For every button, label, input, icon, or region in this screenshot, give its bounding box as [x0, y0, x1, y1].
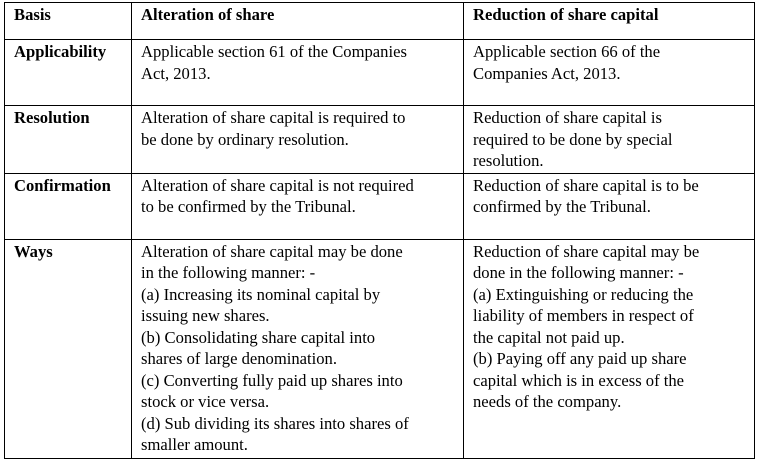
cell-line: done in the following manner: -	[473, 263, 684, 282]
reduction-cell	[464, 106, 755, 174]
cell-line: Reduction of share capital may be	[473, 241, 700, 261]
cell-line: (c) Converting fully paid up shares into	[141, 370, 403, 390]
cell-line: stock or vice versa.	[141, 392, 270, 411]
header-reduction: Reduction of share capital	[464, 3, 755, 40]
basis-cell: Resolution	[5, 106, 132, 174]
cell-line: needs of the company.	[473, 392, 622, 411]
header-row	[5, 3, 755, 40]
basis-cell: Applicability	[5, 40, 132, 106]
cell-line: liability of members in respect of	[473, 306, 694, 325]
cell-line: Act, 2013.	[141, 63, 211, 83]
cell-line: confirmed by the Tribunal.	[473, 197, 651, 216]
cell-line: Alteration of share capital may be done	[141, 241, 403, 261]
cell-line: issuing new shares.	[141, 306, 270, 325]
cell-line: in the following manner: -	[141, 263, 316, 282]
table-row	[5, 106, 755, 174]
cell-line: resolution.	[473, 151, 544, 170]
cell-line: Companies Act, 2013.	[473, 63, 621, 83]
alteration-cell	[132, 106, 464, 174]
cell-line: Applicable section 66 of the	[473, 42, 661, 61]
cell-line: capital which is in excess of the	[473, 370, 685, 390]
cell-line: (a) Increasing its nominal capital by	[141, 284, 381, 304]
cell-line: Reduction of share capital is to be	[473, 175, 699, 195]
comparison-table	[4, 2, 755, 459]
table-row	[5, 173, 755, 239]
cell-line: required to be done by special	[473, 129, 673, 149]
cell-line: shares of large denomination.	[141, 349, 337, 368]
table-row	[5, 40, 755, 106]
reduction-cell	[464, 239, 755, 458]
cell-line: (d) Sub dividing its shares into shares of	[141, 413, 409, 433]
table-row	[5, 239, 755, 458]
basis-cell: Ways	[5, 239, 132, 458]
cell-line: smaller amount.	[141, 435, 248, 454]
basis-cell: Confirmation	[5, 173, 132, 239]
cell-line: be done by ordinary resolution.	[141, 129, 349, 149]
cell-line: (a) Extinguishing or reducing the	[473, 284, 694, 304]
reduction-cell	[464, 40, 755, 106]
alteration-cell	[132, 173, 464, 239]
alteration-cell	[132, 239, 464, 458]
reduction-cell	[464, 173, 755, 239]
cell-line: Alteration of share capital is not required	[141, 175, 414, 195]
cell-line: Alteration of share capital is required to	[141, 108, 406, 127]
cell-line: to be confirmed by the Tribunal.	[141, 197, 356, 216]
cell-line: the capital not paid up.	[473, 327, 625, 347]
header-basis: Basis	[5, 3, 132, 40]
cell-line: Reduction of share capital is	[473, 108, 662, 127]
cell-line: (b) Paying off any paid up share	[473, 349, 687, 368]
cell-line: (b) Consolidating share capital into	[141, 327, 376, 347]
alteration-cell	[132, 40, 464, 106]
header-alteration: Alteration of share	[132, 3, 464, 40]
cell-line: Applicable section 61 of the Companies	[141, 42, 407, 61]
